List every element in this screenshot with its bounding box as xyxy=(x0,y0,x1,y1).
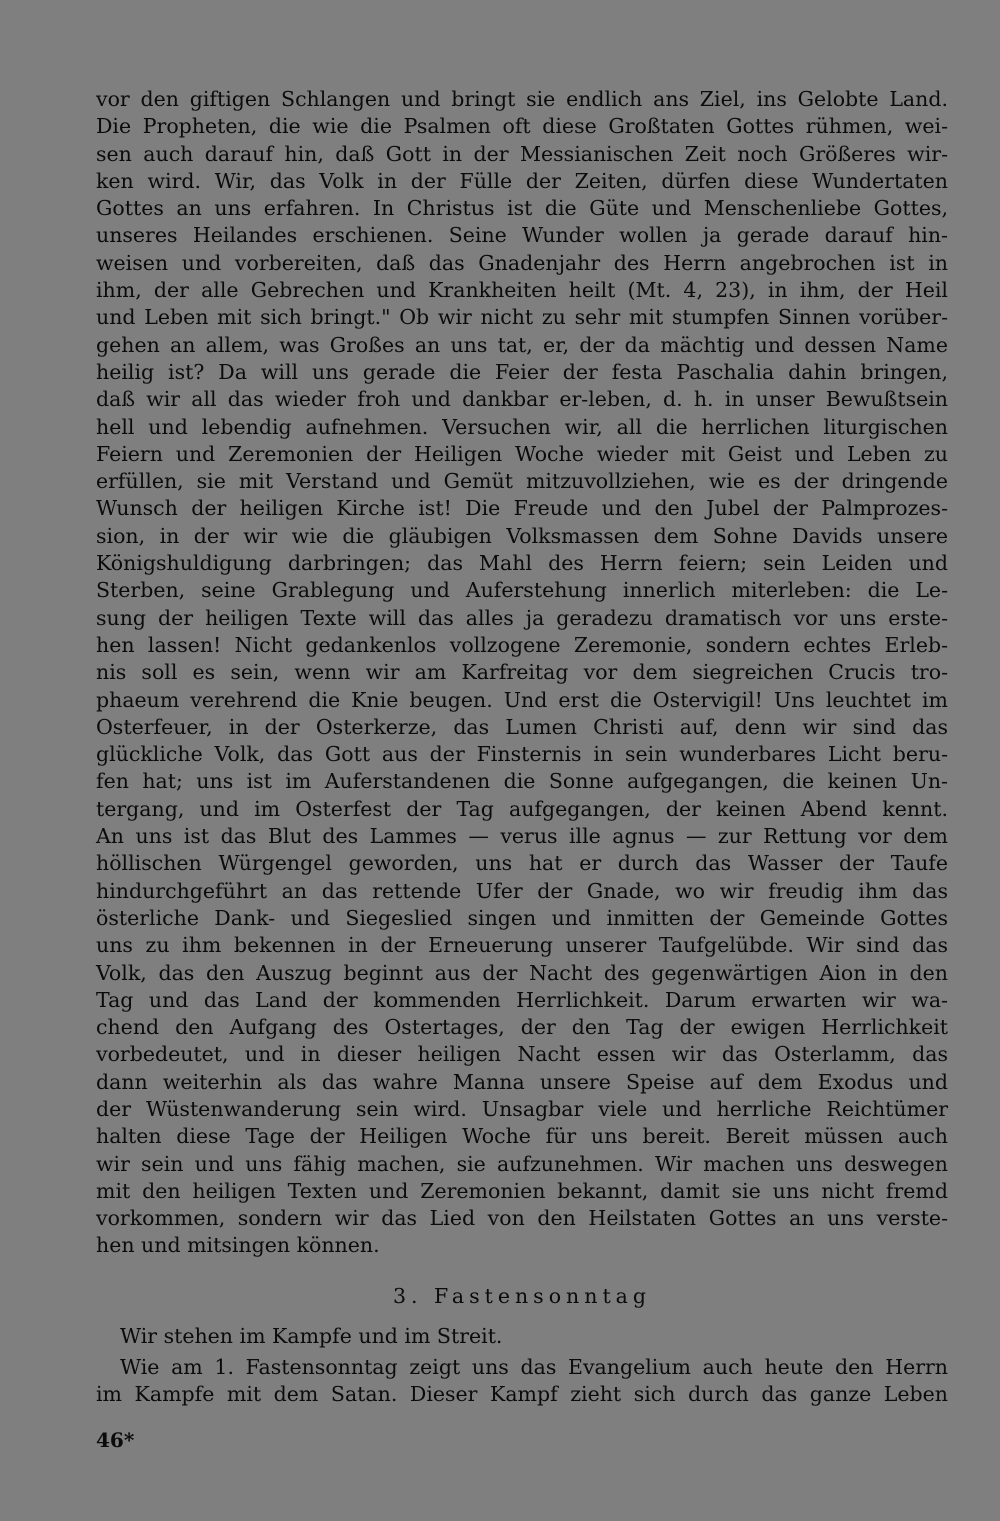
text-line: ihm, der alle Gebrechen und Krankheiten heilt (Mt. 4, 23), in ihm, der Heil xyxy=(96,278,948,303)
text-line: hell und lebendig aufnehmen. Versuchen wir, all die herrlichen liturgischen xyxy=(96,414,948,439)
text-line: sen auch darauf hin, daß Gott in der Messianischen Zeit noch Größeres wir- xyxy=(96,141,948,166)
text-line: österliche Dank- und Siegeslied singen und inmitten der Gemeinde Gottes xyxy=(96,905,948,930)
section-subheading: Wir stehen im Kampfe und im Streit. xyxy=(120,1323,503,1348)
text-line: dann weiterhin als das wahre Manna unsere Speise auf dem Exodus und xyxy=(96,1069,948,1094)
text-line: An uns ist das Blut des Lammes — verus ille agnus — zur Rettung vor dem xyxy=(96,824,948,849)
text-line: Osterfeuer, in der Osterkerze, das Lumen Christi auf, denn wir sind das xyxy=(96,714,948,739)
text-line: sung der heiligen Texte will das alles ja geradezu dramatisch vor uns erste- xyxy=(96,605,948,630)
section-heading: 3. Fastensonntag xyxy=(392,1283,652,1308)
text-line: daß wir all das wieder froh und dankbar er-leben, d. h. in unser Bewußtsein xyxy=(96,387,948,412)
text-line: nis soll es sein, wenn wir am Karfreitag vor dem siegreichen Crucis tro- xyxy=(96,660,948,685)
text-line: hen und mitsingen können. xyxy=(96,1233,380,1258)
text-line: hen lassen! Nicht gedankenlos vollzogene Zeremonie, sondern echtes Erleb- xyxy=(96,632,948,657)
text-line: vorbedeutet, und in dieser heiligen Nacht essen wir das Osterlamm, das xyxy=(96,1042,948,1067)
text-line: unseres Heilandes erschienen. Seine Wunder wollen ja gerade darauf hin- xyxy=(96,223,948,248)
text-line: weisen und vorbereiten, daß das Gnadenjahr des Herrn angebrochen ist in xyxy=(96,250,948,275)
text-line: fen hat; uns ist im Auferstandenen die Sonne aufgegangen, die keinen Un- xyxy=(96,769,948,794)
text-line: Die Propheten, die wie die Psalmen oft diese Großtaten Gottes rühmen, wei- xyxy=(96,114,948,139)
page-text xyxy=(96,86,948,1408)
text-line: hindurchgeführt an das rettende Ufer der Gnade, wo wir freudig ihm das xyxy=(96,878,948,903)
paragraph-1 xyxy=(96,86,948,1260)
text-line: Gottes an uns erfahren. In Christus ist die Güte und Menschenliebe Gottes, xyxy=(96,196,948,221)
text-line: vorkommen, sondern wir das Lied von den Heilstaten Gottes an uns verste- xyxy=(96,1206,948,1231)
text-line: höllischen Würgengel geworden, uns hat er durch das Wasser der Taufe xyxy=(96,851,948,876)
text-line: und Leben mit sich bringt." Ob wir nicht zu sehr mit stumpfen Sinnen vorüber- xyxy=(96,305,948,330)
text-line: phaeum verehrend die Knie beugen. Und erst die Ostervigil! Uns leuchtet im xyxy=(96,687,948,712)
text-line: wir sein und uns fähig machen, sie aufzunehmen. Wir machen uns deswegen xyxy=(96,1151,948,1176)
text-line: erfüllen, sie mit Verstand und Gemüt mitzuvollziehen, wie es der dringende xyxy=(96,469,948,494)
text-line: ken wird. Wir, das Volk in der Fülle der Zeiten, dürfen diese Wundertaten xyxy=(96,168,948,193)
text-line: Tag und das Land der kommenden Herrlichkeit. Darum erwarten wir wa- xyxy=(96,987,948,1012)
text-line: der Wüstenwanderung sein wird. Unsagbar viele und herrliche Reichtümer xyxy=(96,1096,948,1121)
text-line: heilig ist? Da will uns gerade die Feier der festa Paschalia dahin bringen, xyxy=(96,359,948,384)
text-line: vor den giftigen Schlangen und bringt sie endlich ans Ziel, ins Gelobte Land. xyxy=(96,87,948,111)
page-number: 46* xyxy=(96,1428,135,1452)
text-line: Feiern und Zeremonien der Heiligen Woche wieder mit Geist und Leben zu xyxy=(96,441,948,466)
text-line: Sterben, seine Grablegung und Auferstehung innerlich miterleben: die Le- xyxy=(96,578,948,603)
text-line: Volk, das den Auszug beginnt aus der Nacht des gegenwärtigen Aion in den xyxy=(96,960,948,985)
text-line: mit den heiligen Texten und Zeremonien bekannt, damit sie uns nicht fremd xyxy=(96,1178,948,1203)
text-line: chend den Aufgang des Ostertages, der den Tag der ewigen Herrlichkeit xyxy=(96,1015,948,1040)
text-line: gehen an allem, was Großes an uns tat, er, der da mächtig und dessen Name xyxy=(96,332,948,357)
paragraph-2 xyxy=(96,1354,948,1409)
text-line: Wie am 1. Fastensonntag zeigt uns das Evangelium auch heute den Herrn xyxy=(120,1354,948,1379)
text-line: halten diese Tage der Heiligen Woche für uns bereit. Bereit müssen auch xyxy=(96,1124,948,1149)
text-line: uns zu ihm bekennen in der Erneuerung unserer Taufgelübde. Wir sind das xyxy=(96,933,948,958)
text-line: glückliche Volk, das Gott aus der Finsternis in sein wunderbares Licht beru- xyxy=(96,742,948,767)
text-line: tergang, und im Osterfest der Tag aufgegangen, der keinen Abend kennt. xyxy=(96,796,948,821)
text-line: Königshuldigung darbringen; das Mahl des Herrn feiern; sein Leiden und xyxy=(96,551,948,576)
text-line: im Kampfe mit dem Satan. Dieser Kampf zieht sich durch das ganze Leben xyxy=(96,1382,948,1407)
text-line: Wunsch der heiligen Kirche ist! Die Freude und den Jubel der Palmprozes- xyxy=(96,496,948,521)
text-line: sion, in der wir wie die gläubigen Volksmassen dem Sohne Davids unsere xyxy=(96,523,948,548)
